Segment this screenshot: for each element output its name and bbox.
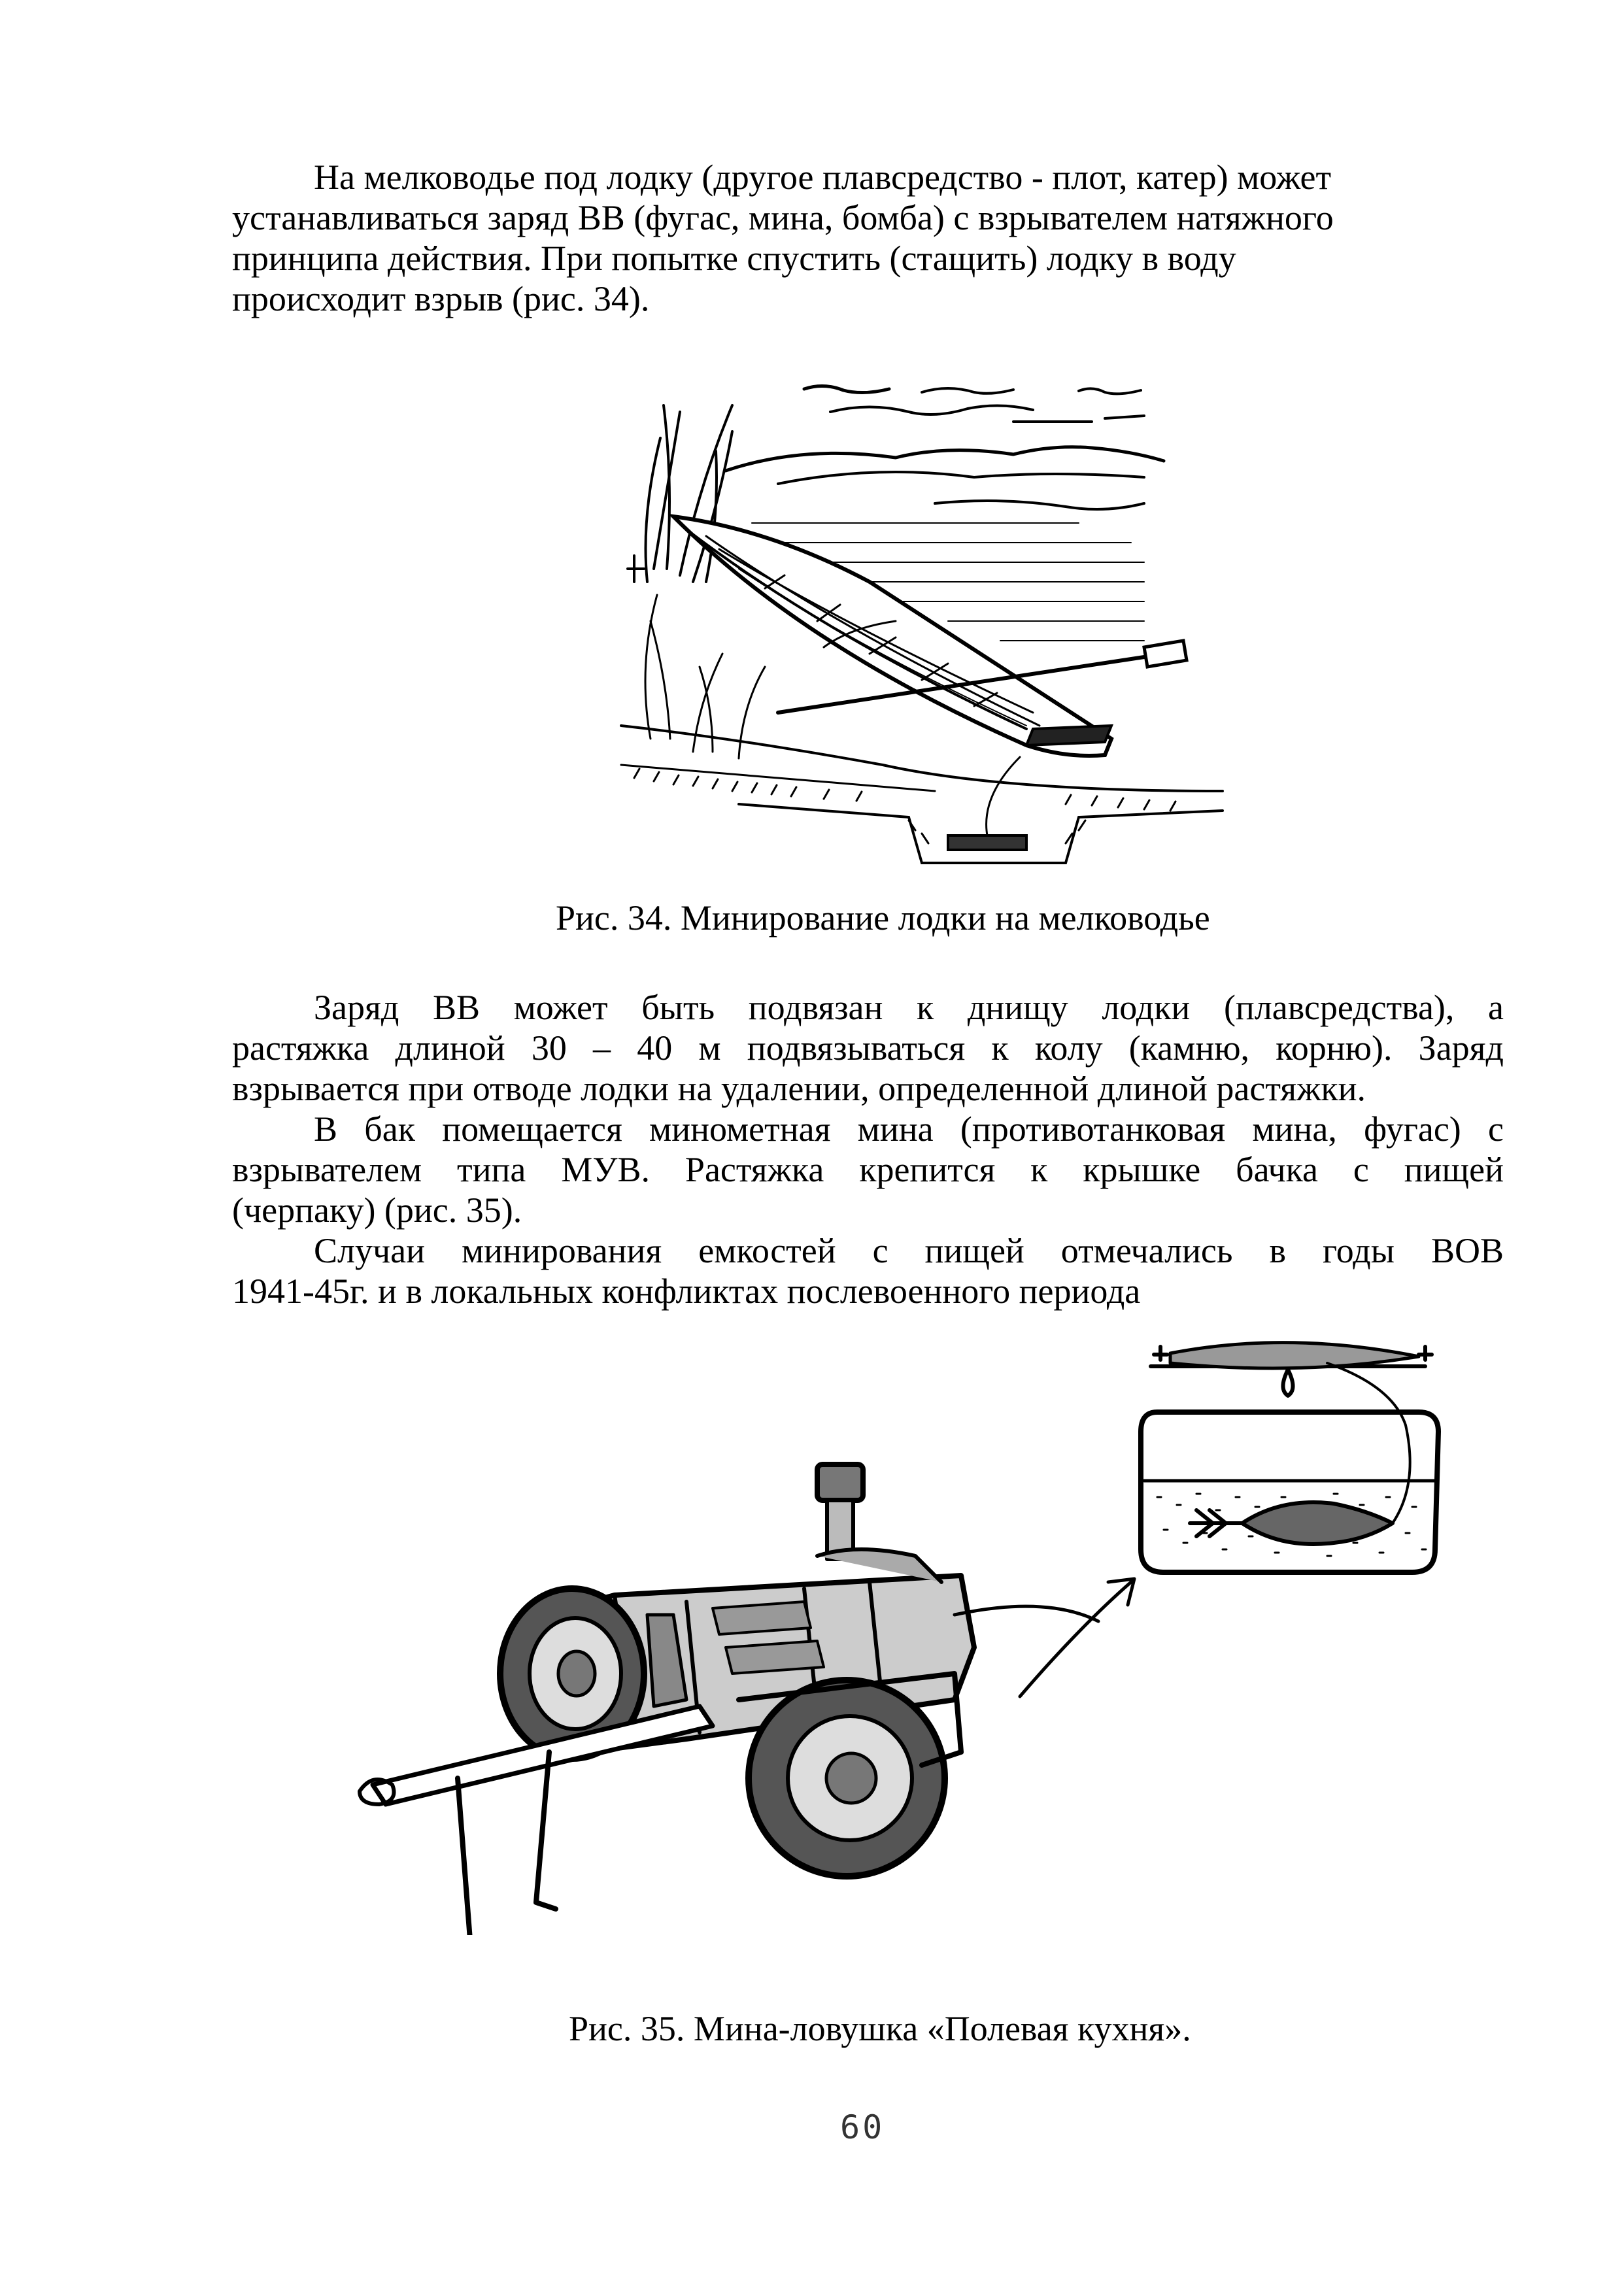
paragraph-4: [232, 1230, 1504, 1311]
paragraph-3-line-2: взрывателем типа МУВ. Растяжка крепится к крышке бачка с пищей: [232, 1150, 1504, 1189]
figure-35-caption: Рис. 35. Мина-ловушка «Полевая кухня».: [569, 2009, 1191, 2048]
paragraph-1-line-1: На мелководье под лодку (другое плавсредство - плот, катер) может: [314, 158, 1332, 197]
paragraph-4-line-2: 1941-45г. и в локальных конфликтах послевоенного периода: [232, 1272, 1141, 1311]
figure-34-caption: Рис. 34. Минирование лодки на мелководье: [556, 898, 1210, 937]
paragraph-3-line-3: (черпаку) (рис. 35).: [232, 1190, 522, 1230]
page-number: 60: [840, 2108, 885, 2146]
paragraph-2-line-2: растяжка длиной 30 – 40 м подвязываться к колу (камню, корню). Заряд: [232, 1028, 1504, 1068]
paragraph-2: [232, 987, 1504, 1109]
paragraph-3-line-1: В бак помещается минометная мина (противотанковая мина, фугас) с: [314, 1109, 1504, 1149]
boat-illustration: [608, 373, 1229, 883]
paragraph-4-line-1: Случаи минирования емкостей с пищей отмечались в годы ВОВ: [314, 1231, 1504, 1270]
paragraph-1-line-4: происходит взрыв (рис. 34).: [232, 279, 650, 318]
paragraph-1: [232, 157, 1504, 319]
paragraph-2-line-1: Заряд ВВ может быть подвязан к днищу лодки (плавсредства), а: [314, 988, 1504, 1027]
paragraph-2-line-3: взрывается при отводе лодки на удалении, определенной длиной растяжки.: [232, 1069, 1366, 1108]
paragraph-3: [232, 1109, 1504, 1230]
paragraph-1-line-3: принципа действия. При попытке спустить (стащить) лодку в воду: [232, 239, 1236, 278]
paragraph-1-line-2: устанавливаться заряд ВВ (фугас, мина, бомба) с взрывателем натяжного: [232, 198, 1334, 237]
field-kitchen-illustration: [347, 1334, 1471, 1935]
